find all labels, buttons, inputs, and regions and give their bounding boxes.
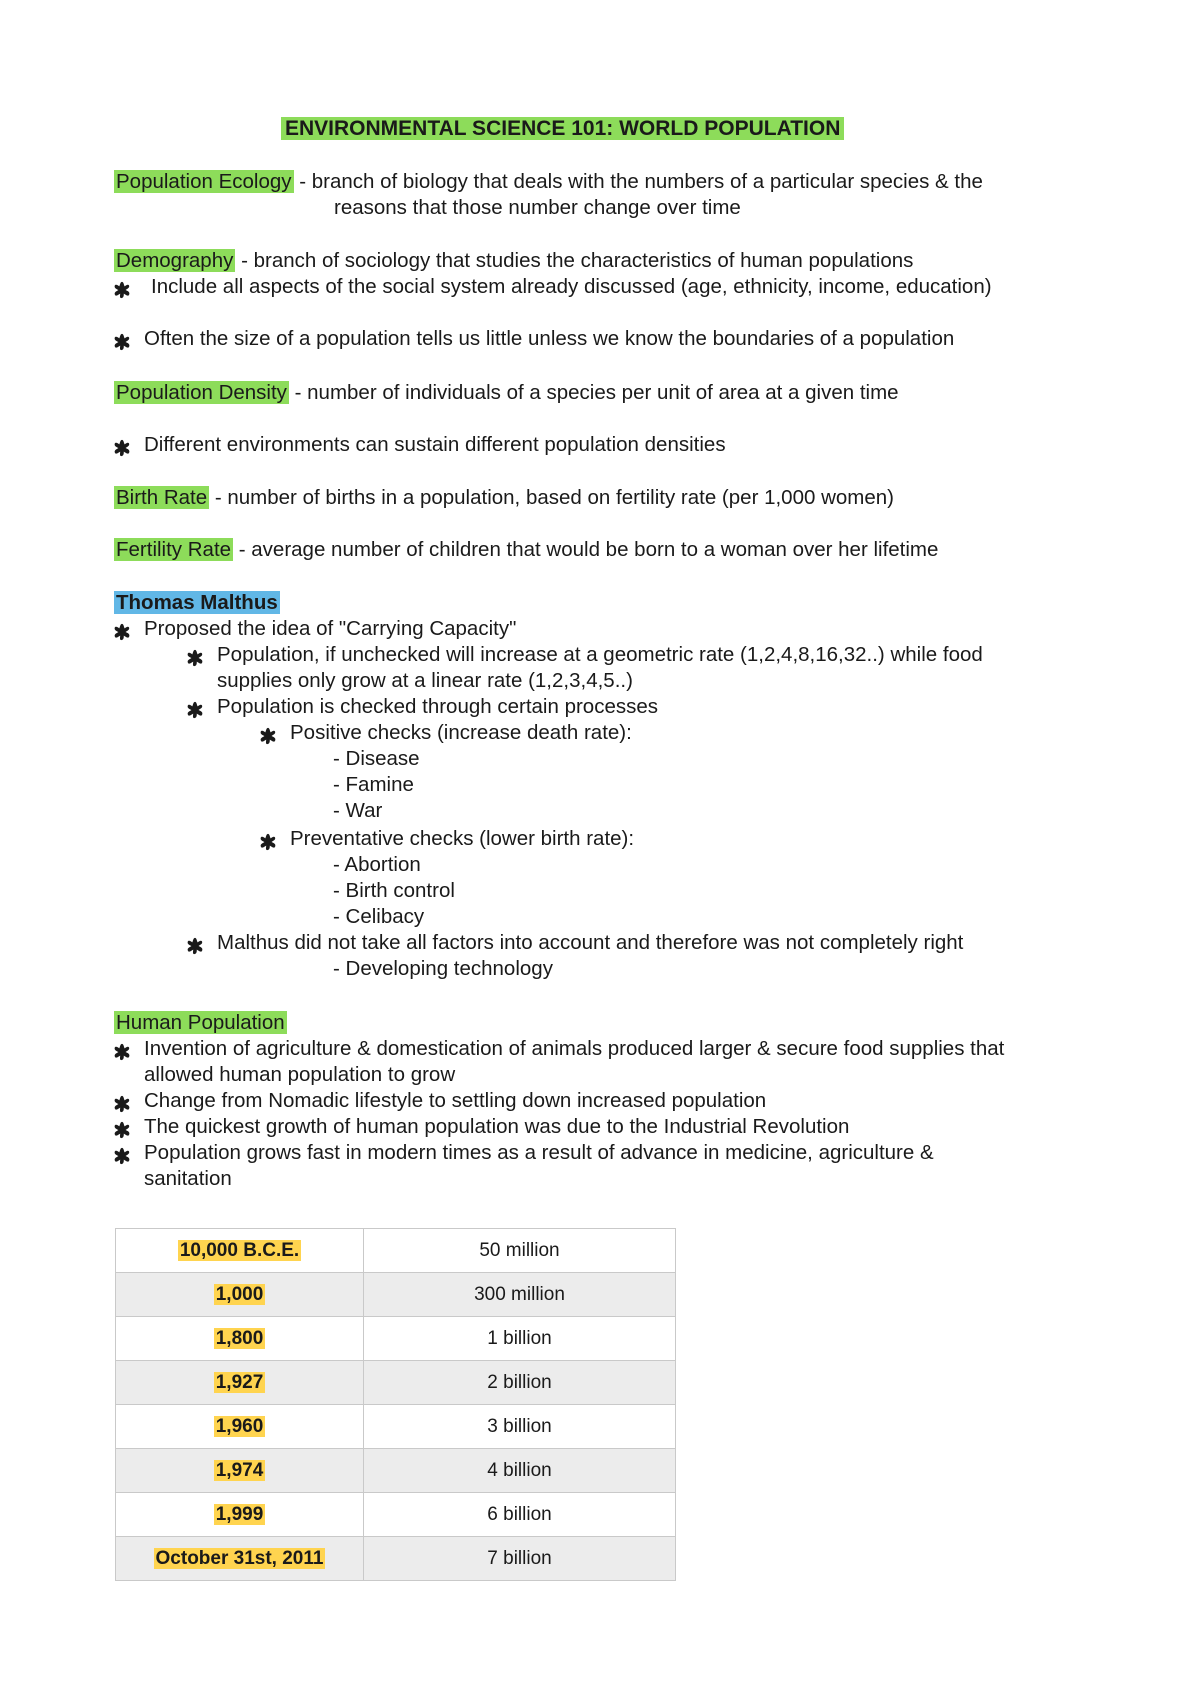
table-row [116, 1229, 676, 1273]
list-item: Population is checked through certain processes [217, 695, 659, 718]
table-row [116, 1449, 676, 1493]
list-item: Often the size of a population tells us little unless we know the boundaries of a population [144, 327, 955, 350]
list-item-sub: - War [333, 799, 383, 822]
population-cell: 6 billion [364, 1493, 676, 1537]
table-row [116, 1493, 676, 1537]
table-row [116, 1273, 676, 1317]
definition-continuation: reasons that those number change over time [334, 196, 741, 219]
list-item: Different environments can sustain different population densities [144, 433, 726, 456]
list-item-sub: - Disease [333, 747, 420, 770]
bullet-icon [259, 833, 277, 851]
bullet-icon [113, 439, 131, 457]
bullet-icon [186, 937, 204, 955]
table-row [116, 1405, 676, 1449]
page-title: ENVIRONMENTAL SCIENCE 101: WORLD POPULATION [281, 116, 844, 142]
population-cell: 50 million [364, 1229, 676, 1273]
table-row [116, 1361, 676, 1405]
year-cell: October 31st, 2011 [155, 1547, 324, 1569]
term-highlight: Birth Rate [116, 486, 208, 509]
year-cell: 1,927 [215, 1371, 264, 1393]
population-cell: 2 billion [364, 1361, 676, 1405]
list-item: Malthus did not take all factors into account and therefore was not completely right [217, 931, 964, 954]
bullet-icon [186, 649, 204, 667]
list-item-sub: - Famine [333, 773, 414, 796]
population-cell: 300 million [364, 1273, 676, 1317]
population-table [115, 1228, 676, 1581]
list-item: Population, if unchecked will increase at a geometric rate (1,2,4,8,16,32..) while food [217, 643, 983, 666]
population-cell: 4 billion [364, 1449, 676, 1493]
definition-population-density: Population Density - number of individuals of a species per unit of area at a given time [116, 381, 899, 404]
section-heading-human-population: Human Population [116, 1011, 285, 1034]
list-item: Invention of agriculture & domestication of animals produced larger & secure food supplies that [144, 1037, 1005, 1060]
bullet-icon [113, 333, 131, 351]
table-row [116, 1537, 676, 1581]
year-cell: 1,000 [215, 1283, 264, 1305]
list-item: Change from Nomadic lifestyle to settling down increased population [144, 1089, 767, 1112]
list-item: Proposed the idea of "Carrying Capacity" [144, 617, 517, 640]
list-item-sub: - Developing technology [333, 957, 553, 980]
population-cell: 1 billion [364, 1317, 676, 1361]
term-highlight: Fertility Rate [116, 538, 232, 561]
list-item: Preventative checks (lower birth rate): [290, 827, 635, 850]
definition-demography: Demography - branch of sociology that studies the characteristics of human populations [116, 249, 914, 272]
year-cell: 10,000 B.C.E. [179, 1239, 300, 1261]
bullet-icon [186, 701, 204, 719]
term-highlight: Population Ecology [116, 170, 292, 193]
population-cell: 7 billion [364, 1537, 676, 1581]
list-item-continuation: supplies only grow at a linear rate (1,2,3,4,5..) [217, 669, 633, 692]
list-item: Positive checks (increase death rate): [290, 721, 632, 744]
term-highlight: Demography [116, 249, 234, 272]
bullet-icon [113, 281, 131, 299]
year-cell: 1,999 [215, 1503, 264, 1525]
list-item-continuation: sanitation [144, 1167, 232, 1190]
definition-birth-rate: Birth Rate - number of births in a population, based on fertility rate (per 1,000 women) [116, 486, 894, 509]
year-cell: 1,960 [215, 1415, 264, 1437]
list-item-sub: - Abortion [333, 853, 421, 876]
bullet-icon [113, 1095, 131, 1113]
bullet-icon [113, 623, 131, 641]
list-item: Population grows fast in modern times as a result of advance in medicine, agriculture & [144, 1141, 934, 1164]
section-heading-malthus: Thomas Malthus [116, 591, 278, 614]
list-item-sub: - Celibacy [333, 905, 425, 928]
term-highlight: Population Density [116, 381, 287, 404]
list-item: Include all aspects of the social system already discussed (age, ethnicity, income, education) [151, 275, 992, 298]
population-cell: 3 billion [364, 1405, 676, 1449]
definition-population-ecology: Population Ecology - branch of biology that deals with the numbers of a particular species & the [116, 170, 983, 193]
list-item-sub: - Birth control [333, 879, 455, 902]
bullet-icon [113, 1121, 131, 1139]
table-row [116, 1317, 676, 1361]
year-cell: 1,800 [215, 1327, 264, 1349]
bullet-icon [113, 1147, 131, 1165]
list-item-continuation: allowed human population to grow [144, 1063, 456, 1086]
year-cell: 1,974 [215, 1459, 264, 1481]
list-item: The quickest growth of human population was due to the Industrial Revolution [144, 1115, 850, 1138]
bullet-icon [113, 1043, 131, 1061]
bullet-icon [259, 727, 277, 745]
definition-fertility-rate: Fertility Rate - average number of children that would be born to a woman over her lifetime [116, 538, 939, 561]
